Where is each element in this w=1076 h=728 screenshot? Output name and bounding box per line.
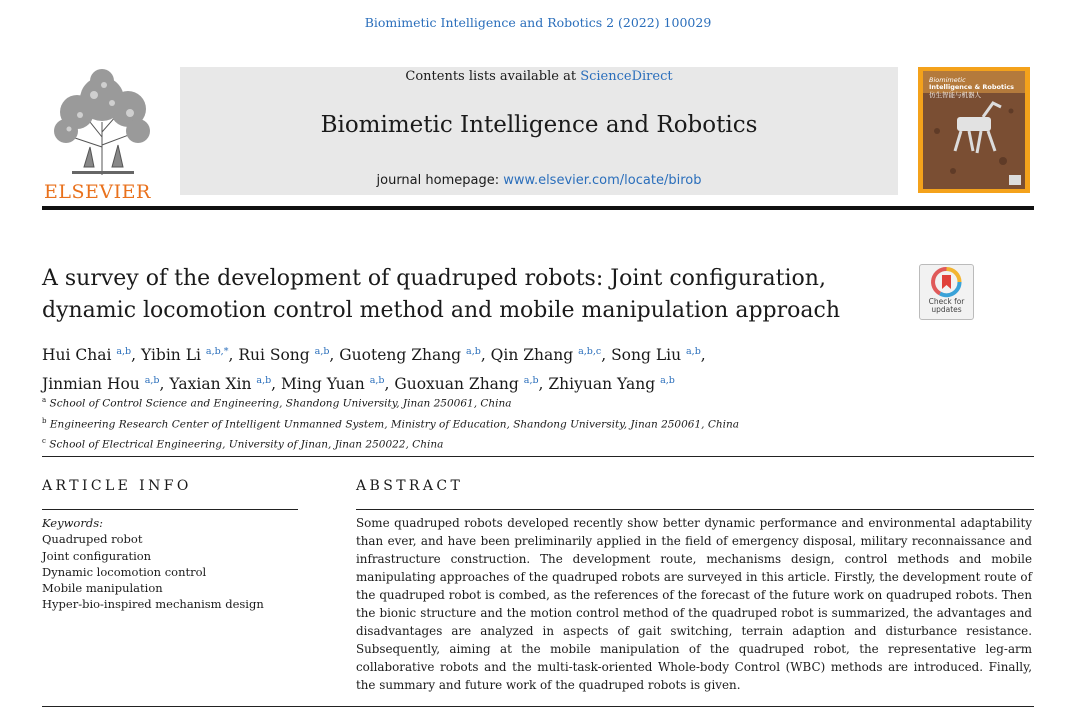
author-name[interactable]: Song Liu xyxy=(611,346,682,365)
affiliation-divider xyxy=(42,456,1034,457)
cover-image xyxy=(923,71,1025,189)
author-affiliation-marker[interactable]: a,b xyxy=(686,346,701,357)
journal-homepage-link[interactable]: www.elsevier.com/locate/birob xyxy=(503,173,702,188)
author-name[interactable]: Guoxuan Zhang xyxy=(394,375,519,394)
author-affiliation-marker[interactable]: a,b xyxy=(523,375,539,387)
author-name[interactable]: Qin Zhang xyxy=(490,346,574,365)
affiliation-key: c xyxy=(42,437,46,445)
homepage-line xyxy=(180,173,898,188)
header-divider xyxy=(42,206,1034,210)
author-list xyxy=(42,339,922,397)
author-affiliation-marker[interactable]: a,b xyxy=(660,375,675,387)
journal-title: Biomimetic Intelligence and Robotics xyxy=(320,112,758,138)
journal-cover-thumbnail[interactable] xyxy=(918,67,1030,193)
elsevier-logo[interactable] xyxy=(42,67,160,203)
article-title-line-1: A survey of the development of quadruped robots: Joint configuration, xyxy=(42,266,826,291)
contents-line xyxy=(180,69,898,84)
affiliation-item xyxy=(42,433,942,454)
author-name[interactable]: Zhiyuan Yang xyxy=(548,375,656,394)
author-affiliation-marker[interactable]: a,b,* xyxy=(205,346,229,357)
article-info-divider xyxy=(42,509,298,510)
cover-line-3: 仿生智能与机器人 xyxy=(929,90,981,99)
crossmark-line-1: Check for xyxy=(928,297,965,306)
bottom-divider xyxy=(42,706,1034,707)
tree-logo-icon xyxy=(42,67,160,179)
keyword-item: Mobile manipulation xyxy=(42,581,163,596)
affiliation-text: School of Control Science and Engineering, Shandong University, Jinan 250061, China xyxy=(49,397,512,410)
keyword-item: Dynamic locomotion control xyxy=(42,564,207,579)
author-affiliation-marker[interactable]: a,b xyxy=(144,375,160,387)
author-separator: , xyxy=(329,346,340,365)
author-separator: , xyxy=(601,346,612,365)
affiliation-list xyxy=(42,392,942,454)
author-name[interactable]: Hui Chai xyxy=(42,346,112,365)
author-separator: , xyxy=(700,346,706,365)
author-name[interactable]: Jinmian Hou xyxy=(42,375,140,394)
author-name[interactable]: Yaxian Xin xyxy=(169,375,252,394)
journal-header xyxy=(42,57,1034,203)
author-name[interactable]: Rui Song xyxy=(238,346,310,365)
author-affiliation-marker[interactable]: a,b xyxy=(116,346,132,357)
article-title xyxy=(42,263,882,327)
author-separator: , xyxy=(480,346,491,365)
cover-line-2: Intelligence & Robotics xyxy=(929,83,1015,92)
sciencedirect-link[interactable]: ScienceDirect xyxy=(580,69,673,84)
author-separator: , xyxy=(159,375,170,394)
affiliation-key: b xyxy=(42,416,47,425)
author-name[interactable]: Yibin Li xyxy=(141,346,201,365)
affiliation-text: School of Electrical Engineering, University of Jinan, Jinan 250022, China xyxy=(49,438,444,451)
author-separator: , xyxy=(131,346,141,365)
keyword-item: Quadruped robot xyxy=(42,532,143,547)
author-separator: , xyxy=(228,346,239,365)
author-name[interactable]: Ming Yuan xyxy=(281,375,365,394)
homepage-prefix: journal homepage: xyxy=(376,173,504,188)
cover-title xyxy=(929,77,1014,99)
journal-reference[interactable]: Biomimetic Intelligence and Robotics 2 (2022) 100029 xyxy=(364,15,712,30)
author-affiliation-marker[interactable]: a,b xyxy=(369,375,385,387)
check-for-updates-button[interactable] xyxy=(919,264,974,320)
affiliation-key: a xyxy=(42,396,47,404)
author-separator: , xyxy=(384,375,395,394)
contents-prefix: Contents lists available at xyxy=(405,69,581,84)
keywords-label: Keywords: xyxy=(42,516,103,530)
abstract-divider xyxy=(356,509,1034,510)
abstract-heading: ABSTRACT xyxy=(356,478,464,494)
affiliation-item xyxy=(42,413,942,434)
keywords-section xyxy=(42,515,302,613)
cover-line-1: Biomimetic xyxy=(929,76,966,84)
author-affiliation-marker[interactable]: a,b xyxy=(314,346,330,357)
keyword-item: Joint configuration xyxy=(42,548,152,563)
crossmark-icon xyxy=(920,265,973,299)
author-name[interactable]: Guoteng Zhang xyxy=(339,346,462,365)
affiliation-item xyxy=(42,392,942,413)
article-info-heading: ARTICLE INFO xyxy=(42,478,192,494)
keyword-item: Hyper-bio-inspired mechanism design xyxy=(42,597,264,612)
abstract-text: Some quadruped robots developed recently show better dynamic performance and environmental adaptability than ever, and have been preliminarily applied in the field of emergency disposal, military reconnaissance and infrastructure construction. The development route, mechanisms design, control methods and mobile manipulating approaches of the quadruped robots are surveyed in this article. Firstly, the development route of the quadruped robot is combed, as the references of the forecast of the future work on quadruped robots. Then the bionic structure and the motion control method of the quadruped robot is summarized, the advantages and disadvantages are analyzed in aspects of gait switching, terrain adaption and disturbance resistance. Subsequently, aiming at the mobile manipulation of the quadruped robot, the representative leg-arm collaborative robots and the multi-task-oriented Whole-body Control (WBC) methods are introduced. Finally, the summary and future work of the quadruped robots is given. xyxy=(356,516,1032,692)
crossmark-line-2: updates xyxy=(931,305,962,314)
author-separator: , xyxy=(538,375,549,394)
author-separator: , xyxy=(271,375,282,394)
article-title-line-2: dynamic locomotion control method and mobile manipulation approach xyxy=(42,298,840,323)
author-affiliation-marker[interactable]: a,b,c xyxy=(578,346,602,357)
author-affiliation-marker[interactable]: a,b xyxy=(256,375,272,387)
journal-banner xyxy=(180,67,898,195)
crossmark-label xyxy=(920,298,973,314)
affiliation-text: Engineering Research Center of Intelligent Unmanned System, Ministry of Education, Shandong University, Jinan 250061, China xyxy=(49,418,740,430)
elsevier-logo-text: ELSEVIER xyxy=(44,181,151,203)
author-affiliation-marker[interactable]: a,b xyxy=(466,346,481,357)
